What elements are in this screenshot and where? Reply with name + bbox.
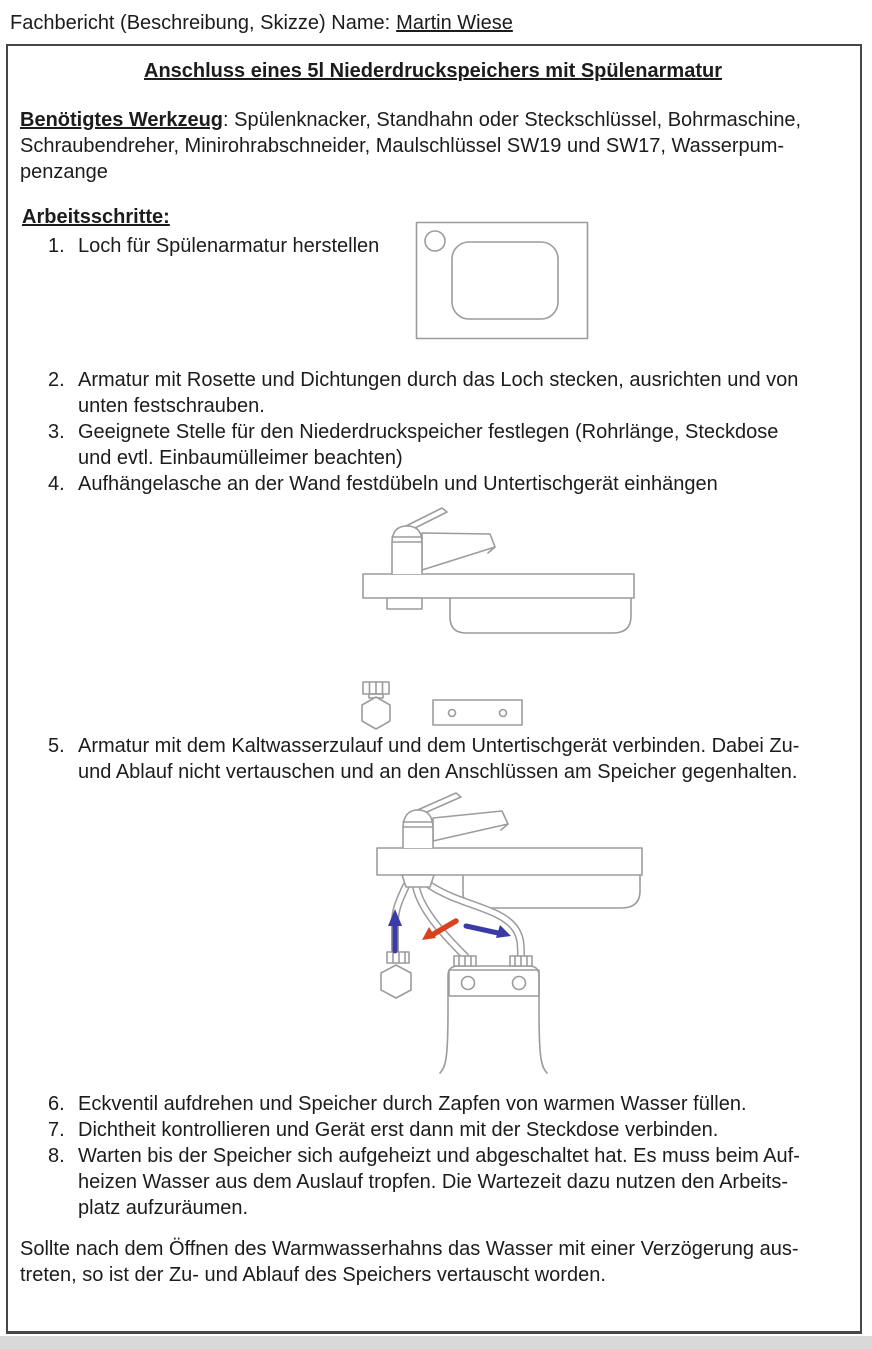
- steps-group-1: [48, 233, 379, 259]
- list-item: [48, 367, 798, 419]
- tools-paragraph: [20, 107, 801, 185]
- step-number: 7.: [48, 1119, 65, 1141]
- step-text: Armatur mit Rosette und Dichtungen durch das Loch stecken, ausrichten und von unten festschrauben.: [78, 369, 799, 417]
- faucet-body: [403, 810, 433, 848]
- step-text: Aufhängelasche an der Wand festdübeln und Untertischgerät einhängen: [78, 473, 718, 495]
- countertop: [377, 848, 642, 875]
- sink-basin: [450, 598, 631, 633]
- countertop: [363, 574, 634, 598]
- step-text: Geeignete Stelle für den Niederdruckspeicher festlegen (Rohrlänge, Steckdose und evtl. Einbaumülleimer beachten): [78, 421, 779, 469]
- cold-flow-right-arrow: [466, 926, 498, 933]
- faucet-body: [392, 526, 422, 574]
- steps-group-2-4: [48, 367, 798, 497]
- step-number: 5.: [48, 735, 65, 757]
- step-text: Dichtheit kontrollieren und Gerät erst dann mit der Steckdose verbinden.: [78, 1119, 719, 1141]
- report-title: Anschluss eines 5l Niederdruckspeichers mit Spülenarmatur: [144, 60, 722, 82]
- step-text: Armatur mit dem Kaltwasserzulauf und dem Untertischgerät verbinden. Dabei Zu- und Ablauf nicht vertauschen und an den Anschlüssen am Speicher gegenhalten.: [78, 735, 800, 783]
- faucet-base: [402, 875, 434, 887]
- angle-valve: [381, 952, 411, 998]
- angle-valve: [362, 682, 390, 729]
- installation-sketch: [318, 789, 650, 1079]
- heater-body: [440, 966, 547, 1073]
- list-item: [48, 419, 798, 471]
- faucet: [403, 793, 508, 848]
- header-label: Fachbericht (Beschreibung, Skizze) Name:: [10, 12, 391, 34]
- faucet-spout: [433, 811, 508, 841]
- step-number: 3.: [48, 421, 65, 443]
- tools-label: Benötigtes Werkzeug: [20, 109, 223, 131]
- step-number: 4.: [48, 473, 65, 495]
- sink-basin: [463, 875, 640, 908]
- steps-group-5: [48, 733, 799, 785]
- faucet-side-view-sketch: [362, 497, 638, 639]
- valve-and-bracket-sketch: [355, 675, 530, 737]
- step-number: 6.: [48, 1093, 65, 1115]
- step-text: Loch für Spülenarmatur herstellen: [78, 235, 380, 257]
- mounting-nut: [387, 598, 422, 609]
- step-text: Warten bis der Speicher sich aufgeheizt und abgeschaltet hat. Es muss beim Auf- heizen Wasser aus dem Auslauf tropfen. Die Wartezeit dazu nutzen den Arbeits- platz aufzuräumen.: [78, 1145, 800, 1219]
- tools-more-lines: Schraubendreher, Minirohrabschneider, Maulschlüssel SW19 und SW17, Wasserpum- penzange: [20, 135, 785, 183]
- steps-heading: Arbeitsschritte:: [22, 206, 170, 228]
- header-name: Martin Wiese: [396, 12, 513, 34]
- closing-paragraph: Sollte nach dem Öffnen des Warmwasserhahns das Wasser mit einer Verzögerung aus- treten, so ist der Zu- und Ablauf des Speichers vertauscht worden.: [20, 1238, 799, 1286]
- list-item: [48, 471, 798, 497]
- step-number: 1.: [48, 235, 65, 257]
- list-item: [48, 1143, 800, 1221]
- step-text: Eckventil aufdrehen und Speicher durch Zapfen von warmen Wasser füllen.: [78, 1093, 747, 1115]
- valve-hex-body: [362, 697, 390, 729]
- list-item: [48, 1091, 800, 1117]
- wall-bracket: [433, 700, 522, 725]
- sink-top-view-sketch: [415, 221, 589, 340]
- page-header: [10, 12, 513, 35]
- tools-first-line-rest: : Spülenknacker, Standhahn oder Steckschlüssel, Bohrmaschine,: [223, 109, 802, 131]
- step-number: 2.: [48, 369, 65, 391]
- sink-outline: [417, 223, 588, 339]
- steps-group-6-8: [48, 1091, 800, 1221]
- faucet-spout: [422, 533, 495, 570]
- basin-outline: [452, 242, 558, 319]
- faucet: [392, 508, 495, 574]
- list-item: [48, 733, 799, 785]
- list-item: [48, 1117, 800, 1143]
- heater: [440, 956, 547, 1073]
- list-item: [48, 233, 379, 259]
- tools-first-line: [20, 107, 801, 133]
- valve-hex-body: [381, 965, 411, 998]
- page-edge-shadow: [0, 1336, 872, 1349]
- step-number: 8.: [48, 1145, 65, 1167]
- faucet-hole: [425, 231, 445, 251]
